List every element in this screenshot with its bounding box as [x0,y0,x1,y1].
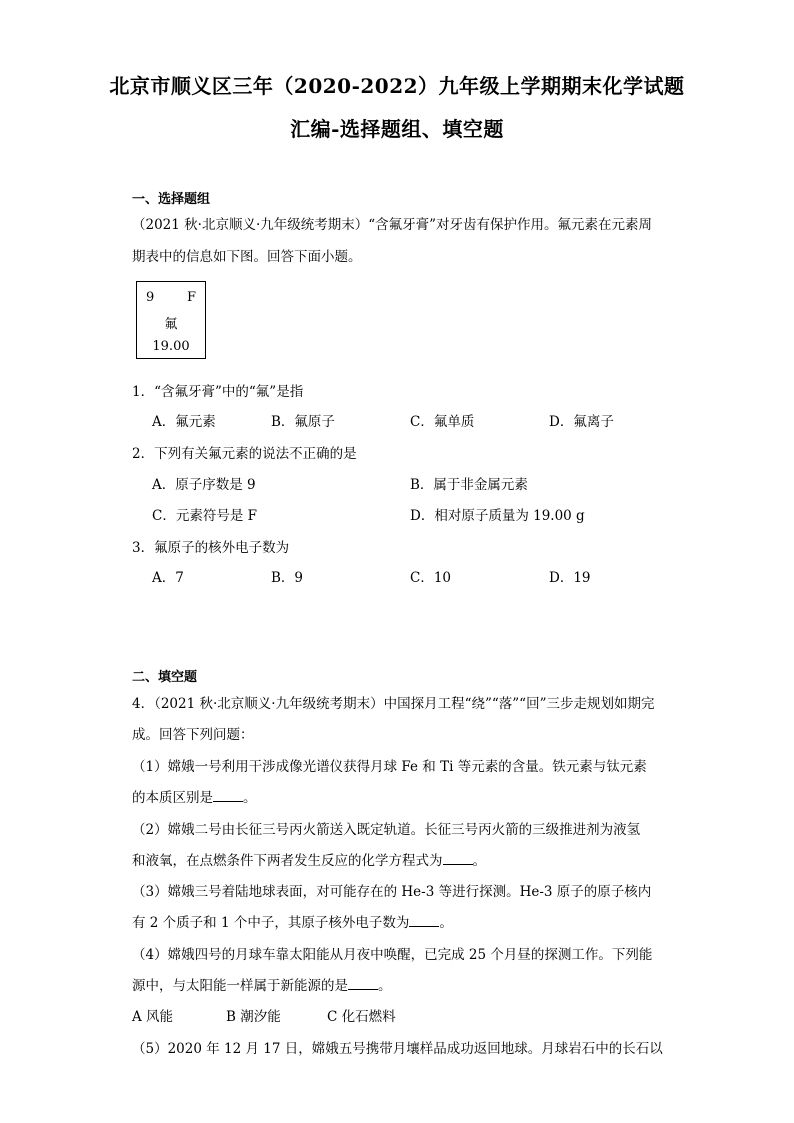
element-atomic-number: 9 [146,290,155,305]
section1-intro-line2: 期表中的信息如下图。回答下面小题。 [132,249,362,265]
question-2-option-c: C．元素符号是 F [152,508,257,524]
question-3-option-c: C．10 [410,570,452,586]
question-3-option-d: D．19 [549,570,591,586]
question-3-stem: 3．氟原子的核外电子数为 [132,540,290,556]
question-1-option-c: C．氟单质 [410,414,475,430]
question-3-option-b: B．9 [271,570,304,586]
part-2-line1: （2）嫦娥二号由长征三号丙火箭送入既定轨道。长征三号丙火箭的三级推进剂为液氢 [132,822,641,838]
question-4-line1: 4．（2021 秋·北京顺义·九年级统考期末）中国探月工程“绕”“落”“回”三步走规划如期完 [132,696,655,712]
question-2-option-b: B．属于非金属元素 [410,477,528,493]
part-4-option-b: B 潮汐能 [226,1009,281,1025]
part-2-line2: 和液氧，在点燃条件下两者发生反应的化学方程式为 。 [132,853,486,869]
answer-blank-4[interactable] [348,977,378,990]
part-3-line2: 有 2 个质子和 1 个中子，其原子核外电子数为 。 [132,915,453,931]
answer-blank-1[interactable] [213,789,243,802]
question-3-option-a: A．7 [152,570,184,586]
section1-intro-line1: （2021 秋·北京顺义·九年级统考期末）“含氟牙膏”对牙齿有保护作用。氟元素在元素周 [132,217,653,233]
question-4-line2: 成。回答下列问题： [132,727,254,743]
part-4-line1: （4）嫦娥四号的月球车靠太阳能从月夜中唤醒，已完成 25 个月昼的探测工作。下列能 [132,947,653,963]
answer-blank-2[interactable] [443,852,473,865]
document-title-line2: 汇编-选择题组、填空题 [290,117,504,141]
part-3-line1: （3）嫦娥三号着陆地球表面，对可能存在的 He-3 等进行探测。He-3 原子的原子核内 [132,884,652,900]
question-1-option-a: A．氟元素 [152,414,216,430]
question-2-option-a: A．原子序数是 9 [152,477,256,493]
element-symbol: F [186,290,196,305]
question-2-option-d: D．相对原子质量为 19.00 g [410,508,585,524]
part-4-line2: 源中，与太阳能一样属于新能源的是 。 [132,978,392,994]
answer-blank-3[interactable] [409,914,439,927]
part-5-line1: （5）2020 年 12 月 17 日，嫦娥五号携带月壤样品成功返回地球。月球岩石中的长石以 [132,1041,663,1057]
part-4-option-c: C 化石燃料 [327,1009,396,1025]
part-1-line1: （1）嫦娥一号利用干涉成像光谱仪获得月球 Fe 和 Ti 等元素的含量。铁元素与钛元素 [132,759,647,775]
element-atomic-mass: 19.00 [152,339,190,354]
document-title-line1: 北京市顺义区三年（2020-2022）九年级上学期期末化学试题 [109,74,685,98]
part-1-line2: 的本质区别是 。 [132,790,257,806]
question-1-stem: 1．“含氟牙膏”中的“氟”是指 [132,384,304,400]
section2-heading: 二、填空题 [132,670,198,685]
question-2-stem: 2．下列有关氟元素的说法不正确的是 [132,446,357,462]
question-1-option-b: B．氟原子 [271,414,335,430]
question-1-option-d: D．氟离子 [549,414,614,430]
section1-heading: 一、选择题组 [132,192,211,207]
part-4-option-a: A 风能 [132,1009,174,1025]
element-card-fluorine [136,281,206,359]
element-name: 氟 [164,317,178,332]
